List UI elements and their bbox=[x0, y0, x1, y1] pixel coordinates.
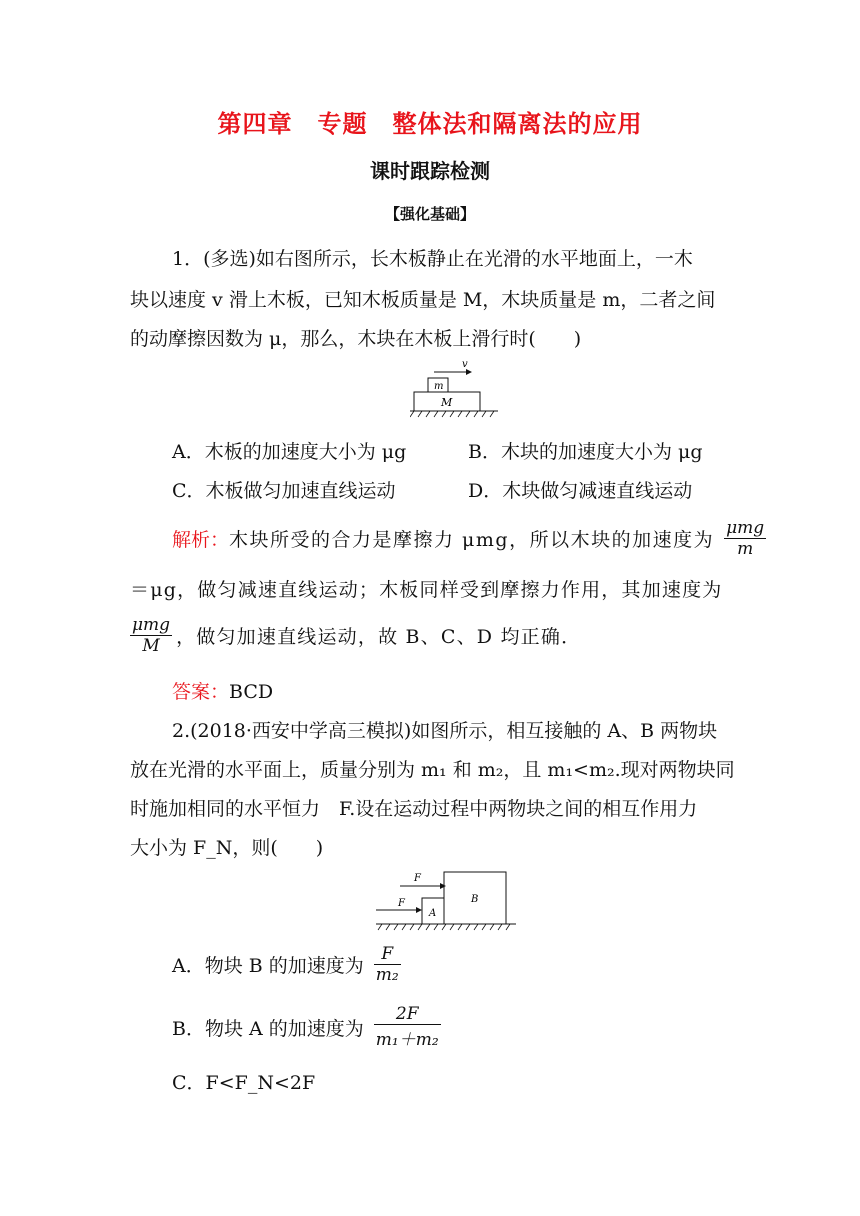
q2-option-a: A．物块 B 的加速度为 $\frac{F}{\text{m₂}}$ bbox=[172, 944, 399, 985]
q1-figure bbox=[410, 356, 510, 424]
floor-hatching bbox=[378, 924, 510, 930]
q2-line-3: 时施加相同的水平恒力 F.设在运动过程中两物块之间的相互作用力 bbox=[130, 798, 698, 820]
force-top-label: F bbox=[414, 873, 421, 884]
force-bottom-label: F bbox=[398, 898, 405, 909]
block-b-label: B bbox=[471, 894, 479, 905]
q1-option-d: D．木块做匀减速直线运动 bbox=[468, 480, 693, 502]
q1-option-b: B．木块的加速度大小为 μg bbox=[468, 441, 703, 463]
q2-line-1: 2.(2018·西安中学高三模拟)如图所示，相互接触的 A、B 两物块 bbox=[172, 720, 718, 742]
q1-analysis-line-1 bbox=[172, 518, 770, 559]
q1-analysis-line-2: ＝μg，做匀减速直线运动；木板同样受到摩擦力作用，其加速度为 bbox=[130, 579, 723, 601]
analysis-label: 解析： bbox=[172, 529, 230, 551]
q2-line-4: 大小为 F_N，则( ) bbox=[130, 837, 324, 859]
q2-figure bbox=[372, 866, 520, 932]
q1-line-1: 1．(多选)如右图所示，长木板静止在光滑的水平地面上，一木 bbox=[172, 248, 693, 270]
q2-option-c: C．F<F_N<2F bbox=[172, 1072, 316, 1094]
analysis-text-3: ，做匀加速直线运动，故 B、C、D 均正确． bbox=[176, 626, 582, 648]
q1-analysis-line-3 bbox=[126, 615, 581, 656]
page-subtitle: 课时跟踪检测 bbox=[370, 159, 490, 183]
large-block-label: M bbox=[441, 396, 453, 409]
analysis-text-1: 木块所受的合力是摩擦力 μmg，所以木块的加速度为 bbox=[229, 529, 715, 551]
answer-label: 答案： bbox=[172, 681, 230, 703]
answer-value: BCD bbox=[229, 681, 274, 703]
page-title: 第四章 专题 整体法和隔离法的应用 bbox=[217, 110, 643, 138]
ground-hatching bbox=[410, 411, 494, 417]
velocity-label: v bbox=[462, 359, 468, 370]
fraction-umg-over-M: $\frac{\text{μmg}}{M}$ bbox=[132, 615, 171, 656]
small-block-label: m bbox=[434, 381, 444, 392]
q1-option-a: A．木板的加速度大小为 μg bbox=[172, 441, 407, 463]
q1-line-3: 的动摩擦因数为 μ，那么，木块在木板上滑行时( ) bbox=[130, 328, 582, 350]
q2-option-b: B．物块 A 的加速度为 $\frac{2F}{\text{m₁＋m₂}}$ bbox=[172, 1004, 439, 1050]
q1-option-c: C．木板做匀加速直线运动 bbox=[172, 480, 396, 502]
block-a-label: A bbox=[429, 908, 437, 919]
q1-answer bbox=[172, 677, 273, 704]
q2-line-2: 放在光滑的水平面上，质量分别为 m₁ 和 m₂，且 m₁<m₂.现对两物块同 bbox=[130, 759, 735, 781]
fraction-umg-over-m: $\frac{\text{μmg}}{m}$ bbox=[726, 518, 765, 559]
q1-line-2: 块以速度 v 滑上木板，已知木板质量是 M，木块质量是 m，二者之间 bbox=[130, 289, 716, 311]
fraction-f-over-m2: $\frac{F}{\text{m₂}}$ bbox=[375, 944, 399, 985]
section-heading: 【强化基础】 bbox=[384, 205, 475, 223]
fraction-2f-over-m1-m2: $\frac{2F}{\text{m₁＋m₂}}$ bbox=[375, 1004, 439, 1050]
